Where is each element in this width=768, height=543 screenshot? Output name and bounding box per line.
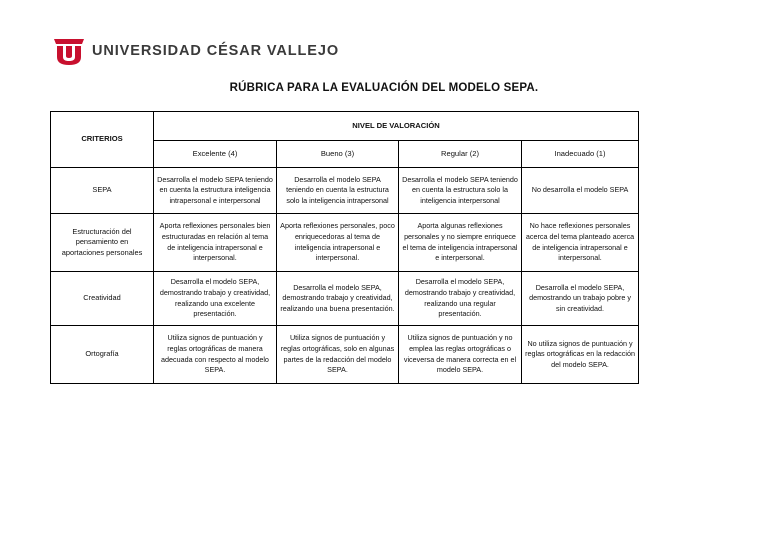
criterion-cell: Creatividad xyxy=(51,272,154,326)
level-header: Excelente (4) xyxy=(154,141,277,168)
rubric-cell: Utiliza signos de puntuación y reglas ortográficas de manera adecuada con respecto al modelo SEPA. xyxy=(154,326,277,384)
table-row xyxy=(51,272,639,326)
page-title: RÚBRICA PARA LA EVALUACIÓN DEL MODELO SEPA. xyxy=(229,82,539,94)
level-header: Inadecuado (1) xyxy=(522,141,639,168)
rubric-cell: Utiliza signos de puntuación y no emplea las reglas ortográficas o viceversa de manera correcta en el modelo SEPA. xyxy=(399,326,522,384)
criterion-cell: Ortografía xyxy=(51,326,154,384)
rubric-cell: Utiliza signos de puntuación y reglas ortográficas, solo en algunas partes de la redacción del modelo SEPA. xyxy=(277,326,399,384)
university-name: UNIVERSIDAD CÉSAR VALLEJO xyxy=(92,43,340,59)
rubric-cell: No desarrolla el modelo SEPA xyxy=(522,168,639,214)
rubric-cell: Desarrolla el modelo SEPA, demostrando un trabajo pobre y sin creatividad. xyxy=(522,272,639,326)
table-row xyxy=(51,214,639,272)
rubric-cell: Desarrolla el modelo SEPA, demostrando trabajo y creatividad, realizando una buena presentación. xyxy=(277,272,399,326)
rubric-cell: No hace reflexiones personales acerca del tema planteado acerca de inteligencia intrapersonal e interpersonal. xyxy=(522,214,639,272)
level-header: Regular (2) xyxy=(399,141,522,168)
valuation-header: NIVEL DE VALORACIÓN xyxy=(154,112,639,141)
university-logo xyxy=(52,36,339,66)
rubric-cell: No utiliza signos de puntuación y reglas ortográficas en la redacción del modelo SEPA. xyxy=(522,326,639,384)
ucv-emblem-icon xyxy=(52,37,86,65)
rubric-cell: Aporta reflexiones personales bien estructuradas en relación al tema de inteligencia intrapersonal e interpersonal. xyxy=(154,214,277,272)
criterion-cell: SEPA xyxy=(51,168,154,214)
criterion-cell: Estructuración del pensamiento en aportaciones personales xyxy=(51,214,154,272)
criteria-header: CRITERIOS xyxy=(51,112,154,168)
rubric-cell: Desarrolla el modelo SEPA teniendo en cuenta la estructura solo la inteligencia intrapersonal xyxy=(277,168,399,214)
table-header-row xyxy=(51,112,639,141)
rubric-cell: Aporta reflexiones personales, poco enriquecedoras al tema de inteligencia intrapersonal e interpersonal. xyxy=(277,214,399,272)
rubric-cell: Aporta algunas reflexiones personales y no siempre enriquece el tema de inteligencia intrapersonal e interpersonal. xyxy=(399,214,522,272)
table-row xyxy=(51,326,639,384)
rubric-table xyxy=(50,111,639,384)
level-header: Bueno (3) xyxy=(277,141,399,168)
rubric-cell: Desarrolla el modelo SEPA teniendo en cuenta la estructura inteligencia intrapersonal e interpersonal xyxy=(154,168,277,214)
rubric-cell: Desarrolla el modelo SEPA teniendo en cuenta la estructura solo la inteligencia interpersonal xyxy=(399,168,522,214)
table-row xyxy=(51,168,639,214)
rubric-cell: Desarrolla el modelo SEPA, demostrando trabajo y creatividad, realizando una excelente presentación. xyxy=(154,272,277,326)
rubric-cell: Desarrolla el modelo SEPA, demostrando trabajo y creatividad, realizando una regular presentación. xyxy=(399,272,522,326)
